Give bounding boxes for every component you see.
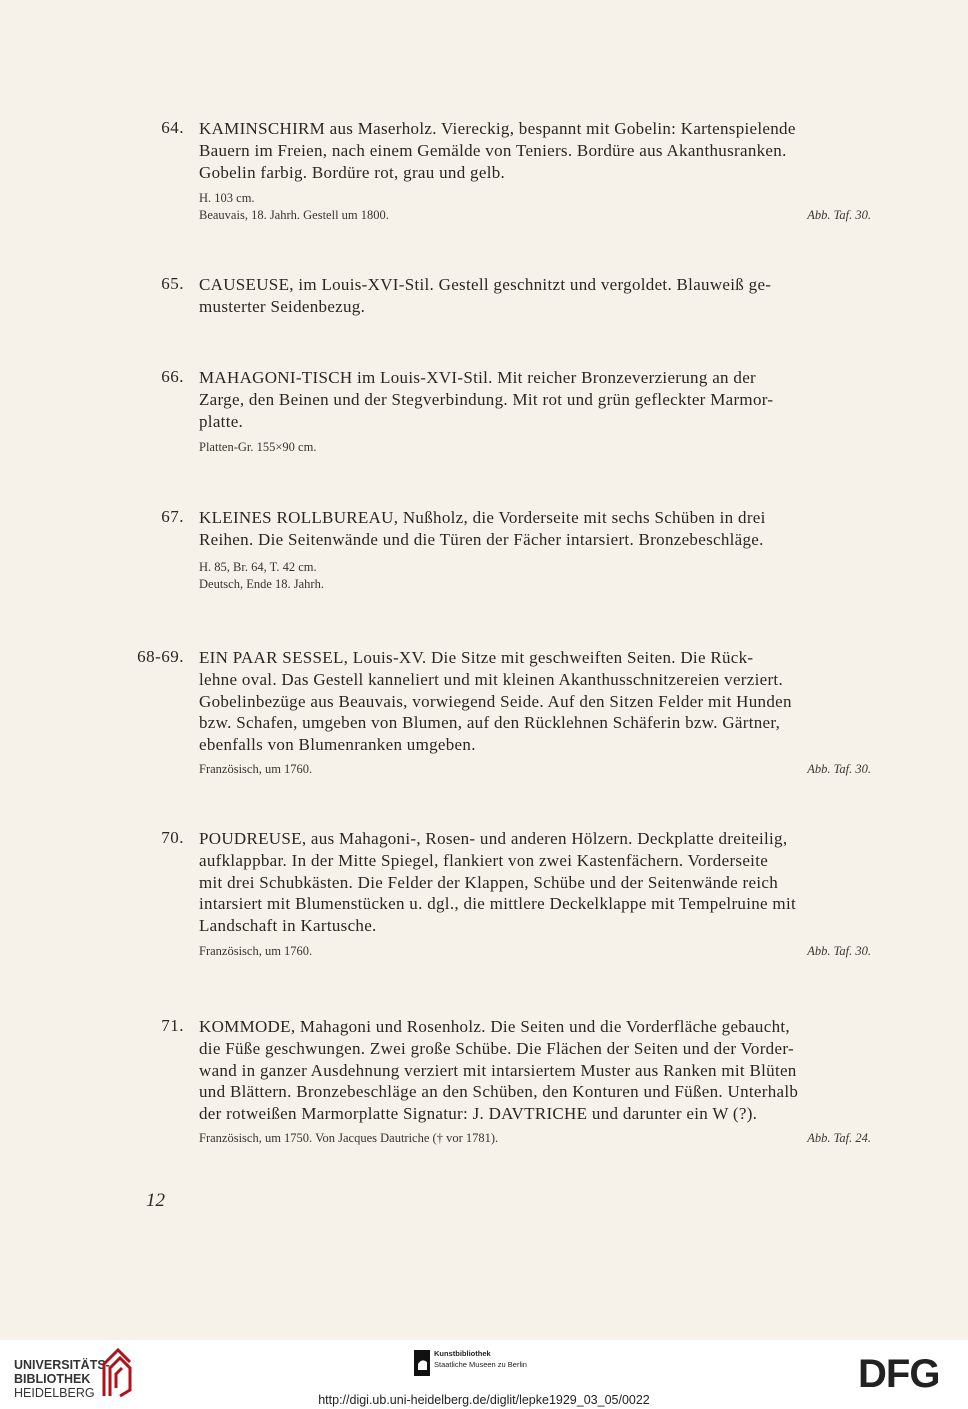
entry-number: 64. xyxy=(161,118,184,137)
plate-reference: Abb. Taf. 30. xyxy=(807,208,871,222)
entry-line: ebenfalls von Blumenranken umgeben. xyxy=(199,735,476,755)
entry-line: platte. xyxy=(199,411,244,431)
university-line: HEIDELBERG xyxy=(14,1386,95,1400)
kunstbibliothek-name xyxy=(434,1348,527,1370)
page-number: 12 xyxy=(146,1190,165,1211)
kunstbibliothek-logo-icon xyxy=(414,1350,430,1376)
entry-line: bzw. Schafen, umgeben von Blumen, auf den Rücklehnen Schäferin bzw. Gärtner, xyxy=(199,713,781,733)
meta-text: Französisch, um 1750. Von Jacques Dautriche († vor 1781). xyxy=(199,1131,499,1145)
meta-text: Deutsch, Ende 18. Jahrh. xyxy=(199,577,324,591)
entry-line: KOMMODE, Mahagoni und Rosenholz. Die Seiten und die Vorderfläche gebaucht, xyxy=(199,1017,790,1036)
university-line: UNIVERSITÄTS- xyxy=(14,1358,110,1372)
plate-reference: Abb. Taf. 30. xyxy=(807,944,871,958)
entry-meta xyxy=(199,190,871,224)
entry-line: CAUSEUSE, im Louis-XVI-Stil. Gestell geschnitzt und vergoldet. Blauweiß ge- xyxy=(199,275,772,294)
entry-line: Zarge, den Beinen und der Stegverbindung. Mit rot und grün gefleckter Marmor- xyxy=(199,389,774,409)
meta-text: H. 103 cm. xyxy=(199,191,255,205)
entry-line: Reihen. Die Seitenwände und die Türen der Fächer intarsiert. Bronzebeschläge. xyxy=(199,529,764,549)
entry-line: Gobelin farbig. Bordüre rot, grau und gelb. xyxy=(199,162,506,182)
entry-meta xyxy=(199,761,871,778)
entry-line: die Füße geschwungen. Zwei große Schübe. Die Flächen der Seiten und der Vorder- xyxy=(199,1038,794,1058)
source-url[interactable]: http://digi.ub.uni-heidelberg.de/diglit/lepke1929_03_05/0022 xyxy=(318,1393,650,1407)
university-logo-icon xyxy=(100,1346,136,1398)
entry-number: 65. xyxy=(161,274,184,293)
meta-text: Französisch, um 1760. xyxy=(199,762,313,776)
entry-text xyxy=(199,118,871,183)
entry-meta xyxy=(199,559,871,593)
entry-line: POUDREUSE, aus Mahagoni-, Rosen- und anderen Hölzern. Deckplatte dreiteilig, xyxy=(199,829,788,848)
entry-line: mit drei Schubkästen. Die Felder der Klappen, Schübe und der Seitenwände reich xyxy=(199,872,779,892)
entry-line: KLEINES ROLLBUREAU, Nußholz, die Vorderseite mit sechs Schüben in drei xyxy=(199,508,766,527)
entry-line: musterter Seidenbezug. xyxy=(199,296,366,316)
entry-line: lehne oval. Das Gestell kanneliert und mit kleinen Akanthusschnitzereien verziert. xyxy=(199,669,783,689)
kb-line: Kunstbibliothek xyxy=(434,1349,491,1358)
entry-text xyxy=(199,828,871,937)
entry-number: 68-69. xyxy=(137,647,184,666)
entry-text xyxy=(199,507,871,551)
entry-text xyxy=(199,274,871,318)
entry-line: wand in ganzer Ausdehnung verziert mit intarsiertem Muster aus Ranken mit Blüten xyxy=(199,1060,797,1080)
entry-number: 70. xyxy=(161,828,184,847)
plate-reference: Abb. Taf. 24. xyxy=(807,1131,871,1145)
entry-text xyxy=(199,647,871,756)
entry-line: EIN PAAR SESSEL, Louis-XV. Die Sitze mit geschweiften Seiten. Die Rück- xyxy=(199,648,754,667)
entry-meta xyxy=(199,439,871,456)
meta-text: Platten-Gr. 155×90 cm. xyxy=(199,440,317,454)
entry-line: MAHAGONI-TISCH im Louis-XVI-Stil. Mit reicher Bronzeverzierung an der xyxy=(199,368,757,387)
entry-line: Landschaft in Kartusche. xyxy=(199,916,377,936)
entry-line: der rotweißen Marmorplatte Signatur: J. DAVTRICHE und darunter ein W (?). xyxy=(199,1104,758,1124)
plate-reference: Abb. Taf. 30. xyxy=(807,762,871,776)
entry-meta xyxy=(199,943,871,960)
entry-line: Bauern im Freien, nach einem Gemälde von Teniers. Bordüre aus Akanthusranken. xyxy=(199,140,787,160)
entry-line: Gobelinbezüge aus Beauvais, vorwiegend Seide. Auf den Sitzen Felder mit Hunden xyxy=(199,691,792,711)
kb-line: Staatliche Museen zu Berlin xyxy=(434,1360,527,1369)
entry-line: KAMINSCHIRM aus Maserholz. Viereckig, bespannt mit Gobelin: Kartenspielende xyxy=(199,119,796,138)
entry-text xyxy=(199,1016,871,1125)
entry-number: 71. xyxy=(161,1016,184,1035)
dfg-logo: DFG xyxy=(858,1352,940,1396)
entry-number: 66. xyxy=(161,367,184,386)
meta-text: Französisch, um 1760. xyxy=(199,944,313,958)
entry-line: aufklappbar. In der Mitte Spiegel, flankiert von zwei Kastenfächern. Vorderseite xyxy=(199,850,769,870)
entry-line: und Blättern. Bronzebeschläge an den Schüben, den Konturen und Füßen. Unterhalb xyxy=(199,1082,799,1102)
entry-text xyxy=(199,367,871,432)
meta-text: H. 85, Br. 64, T. 42 cm. xyxy=(199,560,317,574)
entry-line: intarsiert mit Blumenstücken u. dgl., die mittlere Deckelklappe mit Tempelruine mit xyxy=(199,894,797,914)
entry-number: 67. xyxy=(161,507,184,526)
meta-text: Beauvais, 18. Jahrh. Gestell um 1800. xyxy=(199,208,389,222)
university-line: BIBLIOTHEK xyxy=(14,1372,91,1386)
entry-meta xyxy=(199,1130,871,1147)
